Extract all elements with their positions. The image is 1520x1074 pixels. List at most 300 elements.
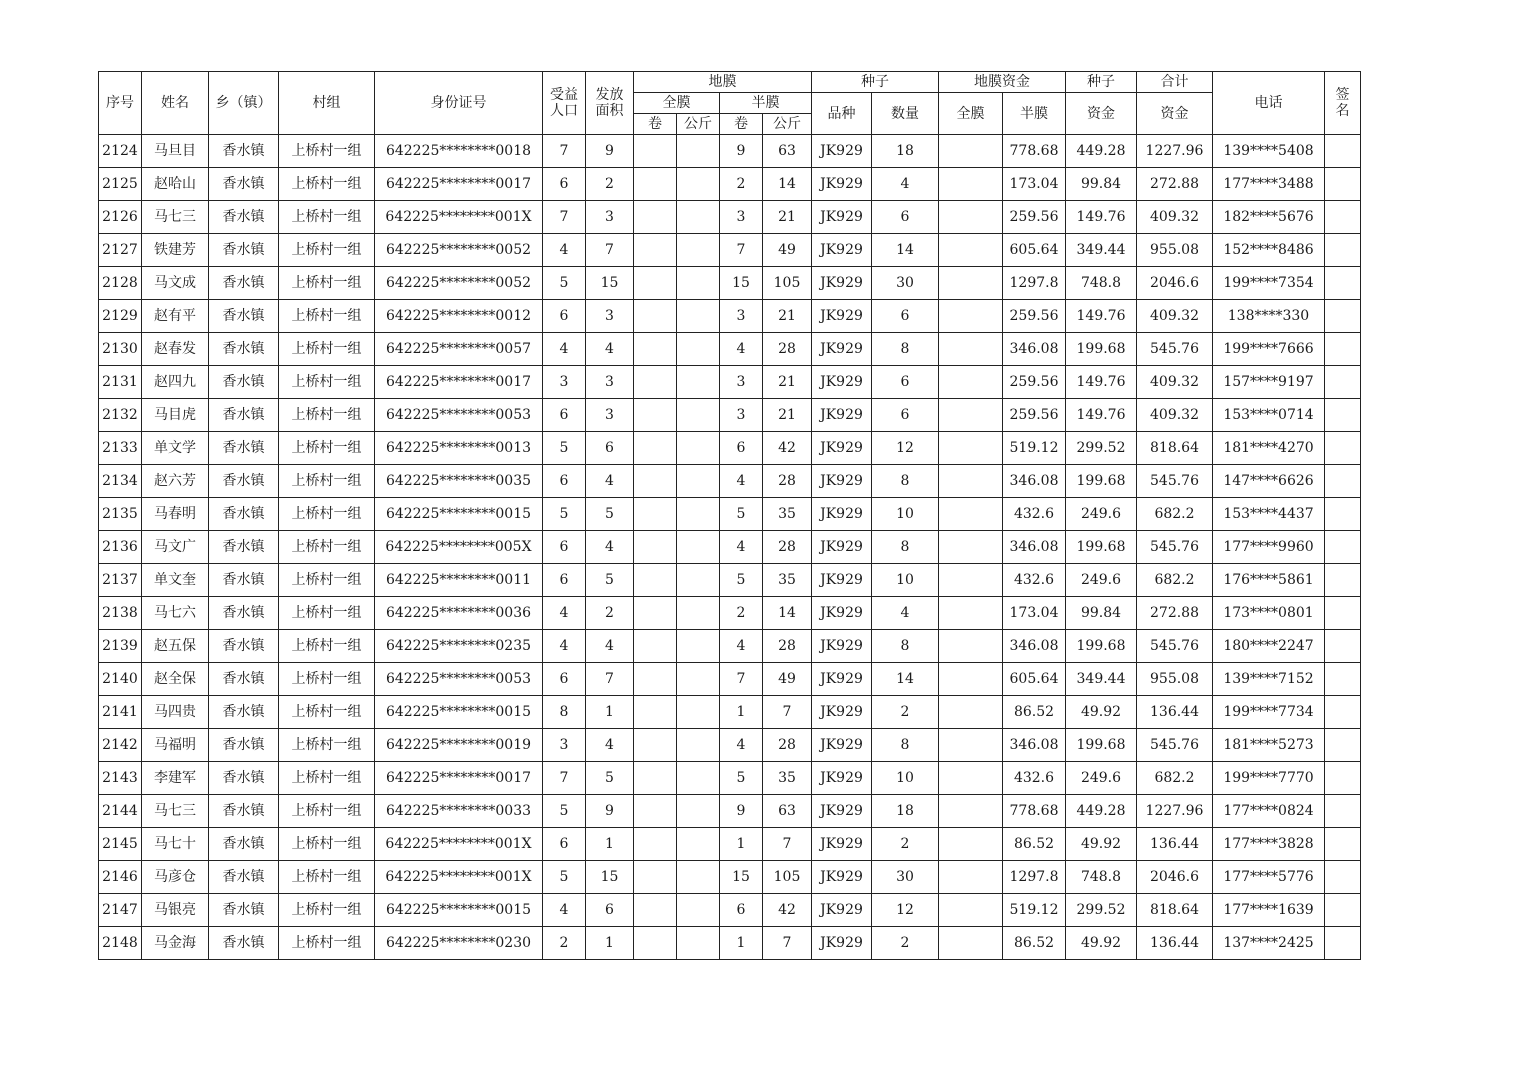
cell-half-roll: 2: [720, 597, 763, 630]
cell-town: 香水镇: [209, 597, 279, 630]
header-seed-funds-bottom: 资金: [1066, 93, 1137, 135]
cell-half-roll: 4: [720, 630, 763, 663]
cell-area: 7: [586, 234, 634, 267]
cell-area: 5: [586, 762, 634, 795]
cell-full-kg: [677, 795, 720, 828]
cell-idcard: 642225********0017: [375, 762, 543, 795]
table-row: [99, 795, 1361, 828]
cell-half-film-funds: 346.08: [1003, 729, 1066, 762]
cell-quantity: 6: [872, 399, 939, 432]
cell-phone: 177****5776: [1213, 861, 1325, 894]
cell-area: 7: [586, 663, 634, 696]
cell-town: 香水镇: [209, 828, 279, 861]
cell-sign: [1325, 531, 1361, 564]
table-row: [99, 366, 1361, 399]
table-row: [99, 729, 1361, 762]
cell-full-kg: [677, 201, 720, 234]
cell-full-kg: [677, 168, 720, 201]
cell-beneficiaries: 6: [543, 531, 586, 564]
cell-phone: 153****0714: [1213, 399, 1325, 432]
cell-half-film-funds: 432.6: [1003, 498, 1066, 531]
cell-half-roll: 3: [720, 399, 763, 432]
header-total-top: 合计: [1137, 72, 1213, 93]
cell-half-kg: 21: [763, 399, 812, 432]
cell-name: 马春明: [142, 498, 209, 531]
cell-half-roll: 1: [720, 696, 763, 729]
cell-quantity: 8: [872, 465, 939, 498]
cell-full-film-funds: [939, 630, 1003, 663]
cell-full-roll: [634, 498, 677, 531]
cell-half-roll: 6: [720, 894, 763, 927]
cell-half-film-funds: 346.08: [1003, 630, 1066, 663]
cell-seq: 2145: [99, 828, 142, 861]
cell-half-roll: 2: [720, 168, 763, 201]
cell-beneficiaries: 7: [543, 762, 586, 795]
cell-name: 马旦目: [142, 135, 209, 168]
header-sign-line1: 签: [1335, 87, 1350, 103]
cell-seed-funds: 349.44: [1066, 234, 1137, 267]
cell-full-roll: [634, 465, 677, 498]
cell-village: 上桥村一组: [279, 630, 375, 663]
cell-sign: [1325, 399, 1361, 432]
cell-total-funds: 272.88: [1137, 597, 1213, 630]
cell-town: 香水镇: [209, 399, 279, 432]
cell-seq: 2147: [99, 894, 142, 927]
cell-area: 15: [586, 267, 634, 300]
distribution-table: [98, 71, 1361, 960]
header-film: 地膜: [634, 72, 812, 93]
cell-seq: 2146: [99, 861, 142, 894]
cell-name: 马四贵: [142, 696, 209, 729]
cell-total-funds: 682.2: [1137, 498, 1213, 531]
cell-seq: 2135: [99, 498, 142, 531]
cell-half-film-funds: 432.6: [1003, 762, 1066, 795]
cell-name: 李建军: [142, 762, 209, 795]
cell-idcard: 642225********0033: [375, 795, 543, 828]
table-row: [99, 498, 1361, 531]
cell-full-roll: [634, 894, 677, 927]
cell-idcard: 642225********0053: [375, 663, 543, 696]
table-row: [99, 168, 1361, 201]
cell-seq: 2141: [99, 696, 142, 729]
cell-half-film-funds: 605.64: [1003, 234, 1066, 267]
cell-area: 5: [586, 564, 634, 597]
cell-half-film-funds: 432.6: [1003, 564, 1066, 597]
cell-village: 上桥村一组: [279, 729, 375, 762]
cell-area: 3: [586, 366, 634, 399]
cell-quantity: 6: [872, 300, 939, 333]
cell-town: 香水镇: [209, 267, 279, 300]
cell-half-kg: 42: [763, 432, 812, 465]
header-seq: 序号: [99, 72, 142, 135]
cell-idcard: 642225********0015: [375, 696, 543, 729]
cell-full-roll: [634, 927, 677, 960]
cell-area: 4: [586, 531, 634, 564]
cell-total-funds: 136.44: [1137, 696, 1213, 729]
cell-phone: 180****2247: [1213, 630, 1325, 663]
cell-full-film-funds: [939, 729, 1003, 762]
cell-sign: [1325, 168, 1361, 201]
cell-quantity: 30: [872, 861, 939, 894]
cell-town: 香水镇: [209, 432, 279, 465]
cell-half-roll: 9: [720, 135, 763, 168]
cell-variety: JK929: [812, 696, 872, 729]
cell-variety: JK929: [812, 300, 872, 333]
cell-full-roll: [634, 630, 677, 663]
cell-beneficiaries: 6: [543, 168, 586, 201]
cell-variety: JK929: [812, 333, 872, 366]
cell-town: 香水镇: [209, 135, 279, 168]
cell-full-kg: [677, 894, 720, 927]
header-beneficiaries-line2: 人口: [550, 103, 578, 119]
cell-phone: 153****4437: [1213, 498, 1325, 531]
cell-full-kg: [677, 861, 720, 894]
cell-quantity: 2: [872, 828, 939, 861]
table-row: [99, 894, 1361, 927]
cell-phone: 199****7770: [1213, 762, 1325, 795]
cell-seed-funds: 49.92: [1066, 696, 1137, 729]
cell-seed-funds: 748.8: [1066, 861, 1137, 894]
cell-beneficiaries: 3: [543, 366, 586, 399]
cell-sign: [1325, 828, 1361, 861]
header-town: 乡（镇）: [209, 72, 279, 135]
cell-half-roll: 7: [720, 234, 763, 267]
header-area-line2: 面积: [595, 103, 624, 119]
cell-full-film-funds: [939, 168, 1003, 201]
cell-quantity: 4: [872, 168, 939, 201]
cell-name: 单文学: [142, 432, 209, 465]
cell-full-kg: [677, 696, 720, 729]
cell-half-film-funds: 173.04: [1003, 597, 1066, 630]
cell-phone: 152****8486: [1213, 234, 1325, 267]
cell-seed-funds: 149.76: [1066, 201, 1137, 234]
cell-name: 赵六芳: [142, 465, 209, 498]
cell-name: 马金海: [142, 927, 209, 960]
cell-seq: 2131: [99, 366, 142, 399]
cell-sign: [1325, 267, 1361, 300]
cell-full-roll: [634, 366, 677, 399]
table-body: [99, 135, 1361, 960]
table-row: [99, 300, 1361, 333]
table-row: [99, 135, 1361, 168]
cell-beneficiaries: 6: [543, 564, 586, 597]
cell-seed-funds: 449.28: [1066, 135, 1137, 168]
cell-name: 赵哈山: [142, 168, 209, 201]
cell-sign: [1325, 927, 1361, 960]
cell-full-film-funds: [939, 135, 1003, 168]
cell-variety: JK929: [812, 630, 872, 663]
cell-seq: 2140: [99, 663, 142, 696]
cell-half-roll: 4: [720, 531, 763, 564]
cell-full-roll: [634, 267, 677, 300]
cell-quantity: 10: [872, 498, 939, 531]
cell-full-film-funds: [939, 498, 1003, 531]
cell-area: 3: [586, 399, 634, 432]
cell-quantity: 18: [872, 135, 939, 168]
cell-half-roll: 7: [720, 663, 763, 696]
cell-idcard: 642225********0015: [375, 894, 543, 927]
cell-seed-funds: 249.6: [1066, 498, 1137, 531]
cell-full-kg: [677, 564, 720, 597]
header-idcard: 身份证号: [375, 72, 543, 135]
cell-seq: 2132: [99, 399, 142, 432]
cell-beneficiaries: 6: [543, 399, 586, 432]
cell-idcard: 642225********0052: [375, 234, 543, 267]
cell-total-funds: 545.76: [1137, 333, 1213, 366]
cell-quantity: 4: [872, 597, 939, 630]
cell-half-film-funds: 86.52: [1003, 927, 1066, 960]
cell-full-roll: [634, 729, 677, 762]
cell-total-funds: 409.32: [1137, 300, 1213, 333]
cell-total-funds: 818.64: [1137, 432, 1213, 465]
cell-name: 单文奎: [142, 564, 209, 597]
cell-seed-funds: 199.68: [1066, 333, 1137, 366]
table-row: [99, 333, 1361, 366]
header-name: 姓名: [142, 72, 209, 135]
cell-area: 6: [586, 894, 634, 927]
cell-variety: JK929: [812, 201, 872, 234]
cell-seed-funds: 299.52: [1066, 432, 1137, 465]
cell-beneficiaries: 4: [543, 894, 586, 927]
cell-variety: JK929: [812, 366, 872, 399]
cell-half-kg: 105: [763, 861, 812, 894]
cell-variety: JK929: [812, 168, 872, 201]
cell-full-kg: [677, 597, 720, 630]
cell-variety: JK929: [812, 597, 872, 630]
cell-full-kg: [677, 267, 720, 300]
cell-half-film-funds: 346.08: [1003, 531, 1066, 564]
cell-town: 香水镇: [209, 861, 279, 894]
header-full-kg: 公斤: [677, 114, 720, 135]
cell-village: 上桥村一组: [279, 135, 375, 168]
table-row: [99, 234, 1361, 267]
cell-phone: 177****0824: [1213, 795, 1325, 828]
cell-name: 马文广: [142, 531, 209, 564]
cell-area: 15: [586, 861, 634, 894]
cell-full-roll: [634, 762, 677, 795]
cell-village: 上桥村一组: [279, 597, 375, 630]
cell-quantity: 12: [872, 432, 939, 465]
cell-seq: 2128: [99, 267, 142, 300]
cell-sign: [1325, 564, 1361, 597]
cell-idcard: 642225********0230: [375, 927, 543, 960]
cell-half-film-funds: 605.64: [1003, 663, 1066, 696]
cell-half-roll: 4: [720, 465, 763, 498]
cell-town: 香水镇: [209, 729, 279, 762]
cell-area: 3: [586, 300, 634, 333]
cell-full-kg: [677, 927, 720, 960]
header-phone: 电话: [1213, 72, 1325, 135]
cell-idcard: 642225********001X: [375, 861, 543, 894]
cell-area: 4: [586, 465, 634, 498]
cell-town: 香水镇: [209, 630, 279, 663]
cell-area: 4: [586, 729, 634, 762]
cell-full-film-funds: [939, 762, 1003, 795]
cell-full-roll: [634, 168, 677, 201]
cell-village: 上桥村一组: [279, 795, 375, 828]
cell-seq: 2129: [99, 300, 142, 333]
cell-seed-funds: 49.92: [1066, 927, 1137, 960]
header-total-bottom: 资金: [1137, 93, 1213, 135]
table-row: [99, 597, 1361, 630]
cell-seed-funds: 449.28: [1066, 795, 1137, 828]
cell-full-kg: [677, 135, 720, 168]
cell-total-funds: 682.2: [1137, 762, 1213, 795]
cell-full-film-funds: [939, 696, 1003, 729]
cell-variety: JK929: [812, 729, 872, 762]
header-full-film-funds: 全膜: [939, 93, 1003, 135]
cell-total-funds: 136.44: [1137, 828, 1213, 861]
cell-village: 上桥村一组: [279, 498, 375, 531]
cell-quantity: 8: [872, 729, 939, 762]
cell-beneficiaries: 6: [543, 828, 586, 861]
cell-sign: [1325, 696, 1361, 729]
cell-sign: [1325, 465, 1361, 498]
header-village: 村组: [279, 72, 375, 135]
cell-seq: 2126: [99, 201, 142, 234]
cell-idcard: 642225********005X: [375, 531, 543, 564]
cell-beneficiaries: 6: [543, 465, 586, 498]
cell-half-roll: 4: [720, 729, 763, 762]
cell-village: 上桥村一组: [279, 762, 375, 795]
cell-full-film-funds: [939, 267, 1003, 300]
cell-quantity: 18: [872, 795, 939, 828]
cell-half-kg: 28: [763, 531, 812, 564]
cell-half-roll: 3: [720, 300, 763, 333]
cell-beneficiaries: 4: [543, 333, 586, 366]
cell-town: 香水镇: [209, 762, 279, 795]
cell-half-roll: 6: [720, 432, 763, 465]
cell-quantity: 8: [872, 531, 939, 564]
cell-sign: [1325, 663, 1361, 696]
cell-phone: 177****1639: [1213, 894, 1325, 927]
cell-full-kg: [677, 234, 720, 267]
cell-quantity: 2: [872, 927, 939, 960]
cell-idcard: 642225********001X: [375, 201, 543, 234]
cell-half-film-funds: 86.52: [1003, 696, 1066, 729]
cell-name: 马七十: [142, 828, 209, 861]
cell-seq: 2134: [99, 465, 142, 498]
cell-full-roll: [634, 432, 677, 465]
cell-variety: JK929: [812, 267, 872, 300]
cell-area: 2: [586, 597, 634, 630]
cell-variety: JK929: [812, 795, 872, 828]
header-half-film: 半膜: [720, 93, 812, 114]
cell-seed-funds: 149.76: [1066, 399, 1137, 432]
cell-quantity: 14: [872, 663, 939, 696]
cell-half-kg: 63: [763, 135, 812, 168]
table-row: [99, 531, 1361, 564]
cell-half-film-funds: 519.12: [1003, 432, 1066, 465]
cell-half-roll: 5: [720, 762, 763, 795]
cell-beneficiaries: 6: [543, 300, 586, 333]
table-row: [99, 663, 1361, 696]
header-sign: [1325, 72, 1361, 135]
cell-full-kg: [677, 432, 720, 465]
cell-full-film-funds: [939, 234, 1003, 267]
header-half-roll: 卷: [720, 114, 763, 135]
cell-half-kg: 28: [763, 333, 812, 366]
cell-half-kg: 49: [763, 234, 812, 267]
cell-variety: JK929: [812, 234, 872, 267]
cell-seq: 2139: [99, 630, 142, 663]
cell-name: 马文成: [142, 267, 209, 300]
cell-full-film-funds: [939, 300, 1003, 333]
cell-total-funds: 955.08: [1137, 663, 1213, 696]
cell-area: 4: [586, 333, 634, 366]
cell-beneficiaries: 6: [543, 663, 586, 696]
cell-town: 香水镇: [209, 663, 279, 696]
cell-half-roll: 3: [720, 366, 763, 399]
cell-total-funds: 136.44: [1137, 927, 1213, 960]
cell-total-funds: 1227.96: [1137, 135, 1213, 168]
cell-town: 香水镇: [209, 168, 279, 201]
cell-full-kg: [677, 300, 720, 333]
cell-name: 马七三: [142, 795, 209, 828]
cell-variety: JK929: [812, 498, 872, 531]
cell-total-funds: 2046.6: [1137, 861, 1213, 894]
cell-beneficiaries: 7: [543, 135, 586, 168]
cell-full-film-funds: [939, 663, 1003, 696]
cell-half-kg: 28: [763, 465, 812, 498]
cell-village: 上桥村一组: [279, 432, 375, 465]
cell-full-film-funds: [939, 861, 1003, 894]
cell-half-kg: 21: [763, 201, 812, 234]
table-row: [99, 828, 1361, 861]
cell-phone: 177****3488: [1213, 168, 1325, 201]
cell-beneficiaries: 2: [543, 927, 586, 960]
cell-full-roll: [634, 597, 677, 630]
cell-total-funds: 818.64: [1137, 894, 1213, 927]
cell-half-kg: 28: [763, 729, 812, 762]
cell-half-kg: 21: [763, 300, 812, 333]
cell-area: 6: [586, 432, 634, 465]
cell-beneficiaries: 5: [543, 861, 586, 894]
cell-half-film-funds: 1297.8: [1003, 267, 1066, 300]
cell-idcard: 642225********0018: [375, 135, 543, 168]
cell-village: 上桥村一组: [279, 168, 375, 201]
cell-sign: [1325, 762, 1361, 795]
cell-variety: JK929: [812, 135, 872, 168]
cell-beneficiaries: 5: [543, 498, 586, 531]
cell-half-kg: 35: [763, 498, 812, 531]
cell-village: 上桥村一组: [279, 234, 375, 267]
cell-village: 上桥村一组: [279, 366, 375, 399]
cell-full-kg: [677, 630, 720, 663]
cell-half-kg: 7: [763, 696, 812, 729]
cell-half-film-funds: 173.04: [1003, 168, 1066, 201]
cell-full-roll: [634, 564, 677, 597]
cell-seed-funds: 249.6: [1066, 564, 1137, 597]
table-row: [99, 762, 1361, 795]
cell-town: 香水镇: [209, 564, 279, 597]
cell-village: 上桥村一组: [279, 201, 375, 234]
cell-quantity: 8: [872, 630, 939, 663]
cell-beneficiaries: 7: [543, 201, 586, 234]
cell-name: 赵四九: [142, 366, 209, 399]
cell-town: 香水镇: [209, 465, 279, 498]
cell-sign: [1325, 729, 1361, 762]
cell-variety: JK929: [812, 465, 872, 498]
header-beneficiaries: [543, 72, 586, 135]
table-row: [99, 564, 1361, 597]
cell-half-kg: 7: [763, 828, 812, 861]
cell-sign: [1325, 234, 1361, 267]
cell-idcard: 642225********0052: [375, 267, 543, 300]
cell-beneficiaries: 5: [543, 795, 586, 828]
cell-idcard: 642225********001X: [375, 828, 543, 861]
table-row: [99, 465, 1361, 498]
